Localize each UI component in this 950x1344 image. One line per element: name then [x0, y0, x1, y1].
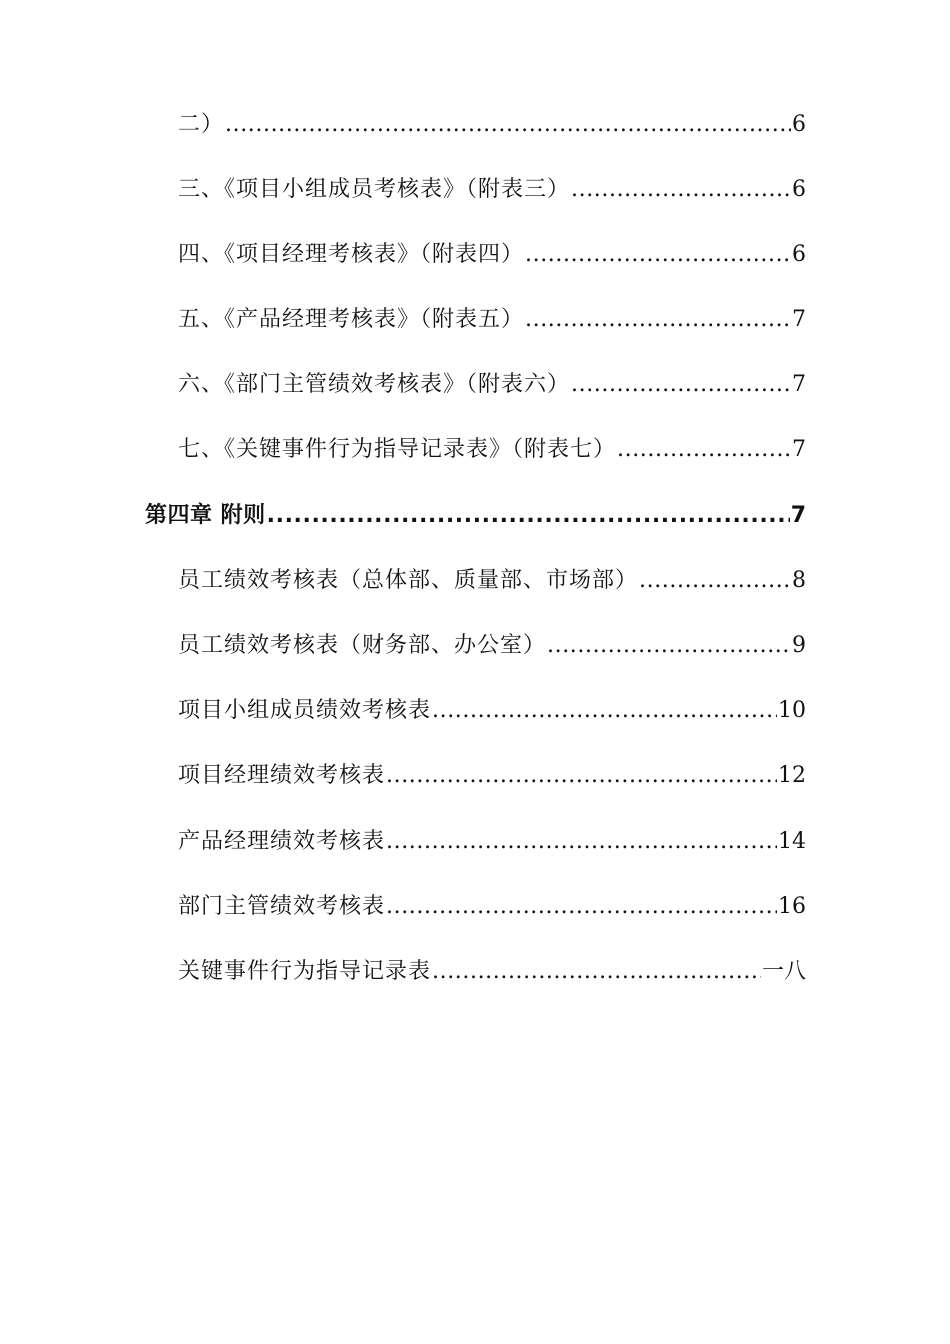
toc-entry[interactable]	[178, 433, 806, 467]
toc-entry[interactable]	[178, 368, 806, 402]
toc-entry[interactable]	[178, 238, 806, 272]
toc-page-number: 7	[792, 437, 806, 462]
toc-entry-title: 产品经理绩效考核表	[178, 829, 386, 854]
toc-entry[interactable]	[178, 303, 806, 337]
toc-entry-title: 部门主管绩效考核表	[178, 894, 386, 919]
toc-entry[interactable]	[178, 108, 806, 142]
toc-chapter-title: 第四章 附则	[145, 503, 266, 528]
toc-dot-leader	[571, 173, 791, 207]
toc-entry-title: 七、《关键事件行为指导记录表》（附表七）	[178, 437, 617, 462]
toc-entry[interactable]	[178, 759, 806, 793]
toc-entry-title: 六、《部门主管绩效考核表》（附表六）	[178, 372, 571, 397]
toc-dot-leader	[525, 303, 791, 337]
toc-entry-title: 员工绩效考核表（财务部、办公室）	[178, 633, 547, 658]
toc-entry[interactable]	[178, 173, 806, 207]
toc-page-number: 16	[778, 894, 806, 919]
toc-dot-leader	[571, 368, 791, 402]
toc-dot-leader	[386, 759, 777, 793]
toc-chapter-entry[interactable]	[145, 499, 806, 533]
toc-page-number: 14	[778, 829, 806, 854]
toc-page-number: 6	[792, 177, 806, 202]
toc-dot-leader	[525, 238, 791, 272]
toc-entry-title: 三、《项目小组成员考核表》（附表三）	[178, 177, 571, 202]
toc-entry-title: 二）	[178, 112, 225, 137]
toc-page-number: 7	[792, 307, 806, 332]
toc-dot-leader	[432, 955, 761, 989]
toc-page-number: 7	[792, 372, 806, 397]
toc-entry[interactable]	[178, 955, 806, 989]
toc-entry[interactable]	[178, 564, 806, 598]
toc-page-number: 一八	[761, 959, 806, 984]
toc-page-number: 6	[792, 112, 806, 137]
toc-page-number: 8	[792, 568, 806, 593]
toc-entry[interactable]	[178, 694, 806, 728]
toc-dot-leader	[386, 825, 777, 859]
toc-entry[interactable]	[178, 825, 806, 859]
toc-entry-title: 关键事件行为指导记录表	[178, 959, 432, 984]
toc-entry-title: 项目小组成员绩效考核表	[178, 698, 432, 723]
toc-page-number: 9	[792, 633, 806, 658]
toc-page-number: 7	[790, 503, 806, 528]
toc-entry-title: 员工绩效考核表（总体部、质量部、市场部）	[178, 568, 639, 593]
toc-page-number: 6	[792, 242, 806, 267]
toc-dot-leader	[639, 564, 791, 598]
toc-dot-leader	[225, 108, 791, 142]
toc-dot-leader	[267, 499, 790, 533]
toc-dot-leader	[432, 694, 777, 728]
toc-dot-leader	[547, 629, 791, 663]
toc-entry[interactable]	[178, 890, 806, 924]
toc-dot-leader	[617, 433, 791, 467]
toc-dot-leader	[386, 890, 777, 924]
toc-entry[interactable]	[178, 629, 806, 663]
toc-entry-title: 五、《产品经理考核表》（附表五）	[178, 307, 525, 332]
toc-page-number: 12	[778, 763, 806, 788]
toc-entry-title: 项目经理绩效考核表	[178, 763, 386, 788]
toc-entry-title: 四、《项目经理考核表》（附表四）	[178, 242, 525, 267]
toc-page-number: 10	[778, 698, 806, 723]
